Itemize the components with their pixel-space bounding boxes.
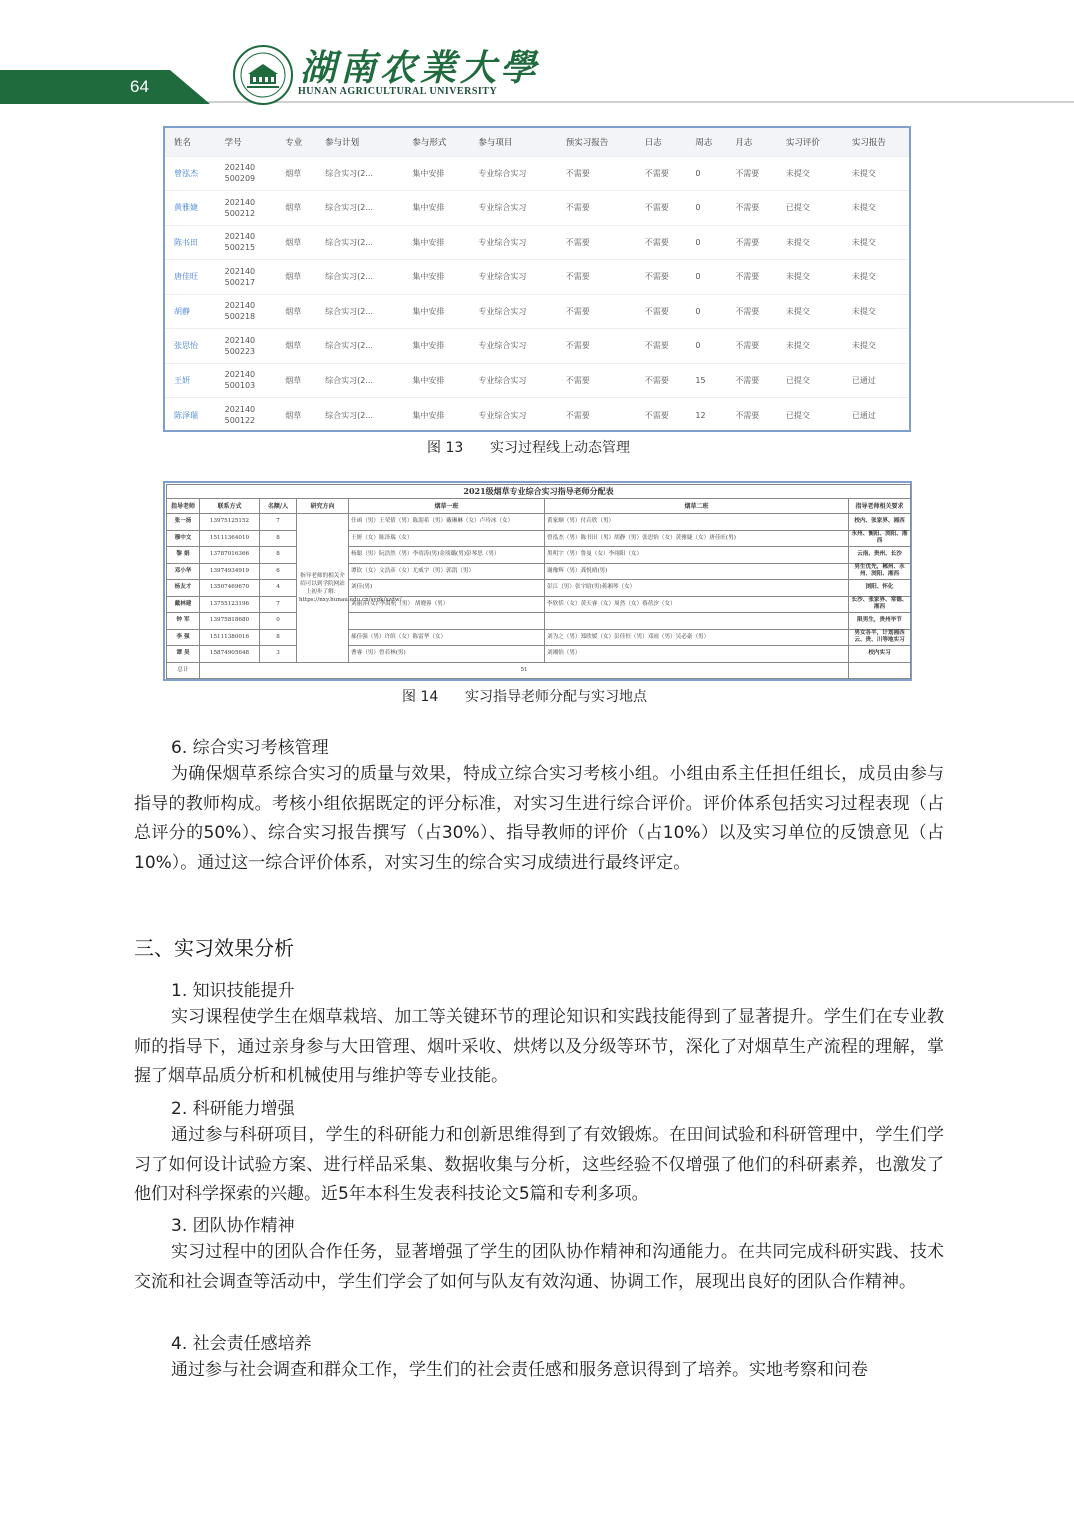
total-value: 51 [200,662,849,679]
class-1-cell: 任函（男）王荣倩（男）陈湄希（男）戴琳琳（女）卢玲冰（女） [349,514,545,531]
requirement-cell: 长沙、张家界、常德、湘西 [849,596,911,613]
column-header: 指导老师相关要求 [849,499,911,514]
table-cell: 综合实习(2... [316,363,403,398]
table-row [167,596,911,613]
teacher-cell: 杨友才 [167,580,200,597]
table-cell: 0 [686,260,726,295]
student-id-part: 500122 [224,416,256,425]
table-cell: 综合实习(2... [316,398,403,433]
student-id-part: 500212 [224,208,256,218]
table-cell: 不需要 [636,191,687,226]
quota-cell: 8 [260,629,297,646]
quota-cell: 3 [260,646,297,663]
phone-cell: 15111364010 [200,530,260,547]
table-cell: 已提交 [777,398,843,433]
class-2-cell: 刘为之（男）郑欣媛（女）彭佳恒（男）邓雨（男）吴必豪（男） [545,629,849,646]
table-cell: 不需要 [557,260,636,295]
teacher-cell: 邓小华 [167,563,200,580]
student-name-cell[interactable]: 陈书田 [165,225,216,260]
requirement-cell: 永州、衡阳、浏阳、湘西 [849,530,911,547]
student-id-cell [216,398,277,433]
table-row [167,613,911,630]
teacher-cell: 李 强 [167,629,200,646]
student-id-part: 202140 [224,301,256,311]
figure-14-caption: 图 14 实习指导老师分配与实习地点 [402,689,647,705]
student-id-cell [216,225,277,260]
table-cell: 0 [686,156,726,191]
table-cell: 不需要 [636,260,687,295]
table-cell: 综合实习(2... [316,329,403,364]
table-cell: 集中安排 [403,329,469,364]
table-cell: 未提交 [777,294,843,329]
table-cell: 不需要 [636,363,687,398]
student-name-cell[interactable]: 王妍 [165,363,216,398]
table-cell: 集中安排 [403,260,469,295]
quota-cell: 8 [260,530,297,547]
student-id-part: 500218 [224,312,256,322]
table-row [167,547,911,564]
quota-cell: 7 [260,514,297,531]
table-cell: 0 [686,225,726,260]
section-6-text [134,760,944,878]
table-cell: 不需要 [636,294,687,329]
student-id-part: 500215 [224,243,256,253]
teacher-cell: 穆中文 [167,530,200,547]
student-id-part: 500223 [224,346,256,356]
table-cell: 未提交 [777,156,843,191]
table-cell: 不需要 [726,329,777,364]
point-1-title: 1. 知识技能提升 [171,981,295,1001]
table-cell: 综合实习(2... [316,260,403,295]
table-cell: 已提交 [777,363,843,398]
phone-cell: 13755123196 [200,596,260,613]
student-id-cell [216,294,277,329]
column-header: 月志 [726,128,777,156]
table-cell: 烟草 [276,294,316,329]
internship-status-table [165,128,909,432]
table-cell: 不需要 [557,225,636,260]
university-seal-icon [232,44,294,106]
section-3-title: 三、实习效果分析 [134,936,294,960]
point-3-text [134,1238,944,1297]
phone-cell: 13974934919 [200,563,260,580]
student-id-part: 202140 [224,197,256,207]
table-cell: 不需要 [636,398,687,433]
requirement-cell: 男女各半，计划湘西云、贵、川等地实习 [849,629,911,646]
class-1-cell: 曹睿（男）曾若林(男) [349,646,545,663]
paragraph: 为确保烟草系综合实习的质量与效果，特成立综合实习考核小组。小组由系主任担任组长，成员由参与指导的教师构成。考核小组依据既定的评分标准，对实习生进行综合评价。评价体系包括实习过程表现（占总评分的50%）、综合实习报告撰写（占30%）、指导教师的评价（占10%）以及实习单位的反馈意见（占10%）。通过这一综合评价体系，对实习生的综合实习成绩进行最终评定。 [134,764,944,873]
table-row [167,530,911,547]
student-id-part: 500217 [224,277,256,287]
table-cell: 集中安排 [403,294,469,329]
class-2-cell [545,613,849,630]
teacher-cell: 谭 昊 [167,646,200,663]
column-header: 周志 [686,128,726,156]
point-4-title: 4. 社会责任感培养 [171,1334,312,1354]
student-id-part: 500103 [224,381,256,391]
teacher-cell: 戴林建 [167,596,200,613]
research-direction-note: 指导老师的相关介绍可以到学院网站上初步了解：https://nxy.hunau.edu.cn/sygk/szdw/ [297,514,349,663]
requirement-cell: 校内、张家界、湘西 [849,514,911,531]
column-header: 预实习报告 [557,128,636,156]
teacher-cell: 钟 军 [167,613,200,630]
table-cell: 综合实习(2... [316,191,403,226]
phone-cell: 13975818680 [200,613,260,630]
paragraph: 通过参与社会调查和群众工作，学生们的社会责任感和服务意识得到了培养。实地考察和问卷 [171,1360,868,1380]
table-cell: 未提交 [843,156,909,191]
table-cell: 专业综合实习 [469,294,556,329]
table-header-row [165,128,909,156]
class-2-cell: 李欣恬（女）黄天睿（女）周然（女）蔡蓓汐（女） [545,596,849,613]
student-id-part: 202140 [224,163,256,173]
column-header: 实习评价 [777,128,843,156]
assignment-table-title: 2021级烟草专业综合实习指导老师分配表 [167,485,911,499]
table-cell: 未提交 [777,260,843,295]
phone-cell: 15111380016 [200,629,260,646]
table-cell: 专业综合实习 [469,225,556,260]
class-1-cell: 刘佳(男) [349,580,545,597]
student-id-part: 202140 [224,266,256,276]
point-3-title: 3. 团队协作精神 [171,1216,295,1236]
table-cell: 专业综合实习 [469,363,556,398]
column-header: 指导老师 [167,499,200,514]
table-cell: 烟草 [276,398,316,433]
table-row [167,646,911,663]
point-2-title: 2. 科研能力增强 [171,1099,295,1119]
class-2-cell: 谢豫辉（男）龚悦晴(男) [545,563,849,580]
class-1-cell: 谭钦（女）文浩彦（女）尤威宇（男）郭凯（男） [349,563,545,580]
point-2-text [134,1121,944,1210]
table-cell: 0 [686,329,726,364]
table-cell: 专业综合实习 [469,398,556,433]
table-cell: 综合实习(2... [316,294,403,329]
table-cell: 不需要 [557,329,636,364]
table-cell: 不需要 [726,156,777,191]
table-cell: 烟草 [276,363,316,398]
table-cell: 12 [686,398,726,433]
table-cell: 不需要 [726,191,777,226]
paragraph: 实习课程使学生在烟草栽培、加工等关键环节的理论知识和实践技能得到了显著提升。学生们在专业教师的指导下，通过亲身参与大田管理、烟叶采收、烘烤以及分级等环节，深化了对烟草生产流程的理解，掌握了烟草品质分析和机械使用与维护等专业技能。 [134,1007,944,1086]
quota-cell: 0 [260,613,297,630]
figure-13-screenshot [163,126,911,432]
student-id-cell [216,363,277,398]
table-cell: 集中安排 [403,398,469,433]
class-1-cell: 刘丽萍(女) 李禹杭（男） 胡晓蓉（男） [349,596,545,613]
table-cell: 烟草 [276,156,316,191]
paragraph: 通过参与科研项目，学生的科研能力和创新思维得到了有效锻炼。在田间试验和科研管理中，学生们学习了如何设计试验方案、进行样品采集、数据收集与分析，这些经验不仅增强了他们的科研素养，也激发了他们对科学探索的兴趣。近5年本科生发表科技论文5篇和专利多项。 [134,1125,944,1204]
column-header: 姓名 [165,128,216,156]
table-cell: 集中安排 [403,225,469,260]
table-cell: 烟草 [276,260,316,295]
student-name-cell[interactable]: 黄雅婕 [165,191,216,226]
table-cell: 不需要 [636,225,687,260]
table-cell: 未提交 [777,225,843,260]
table-cell: 烟草 [276,329,316,364]
page-number: 64 [130,77,149,96]
table-row [167,563,911,580]
requirement-cell: 限男生，贵州毕节 [849,613,911,630]
student-id-part: 202140 [224,232,256,242]
student-name-cell[interactable]: 陈泽瑞 [165,398,216,433]
class-2-cell: 刘湘怡（男） [545,646,849,663]
class-2-cell: 黄家顺（男）付垚欣（男） [545,514,849,531]
class-1-cell [349,613,545,630]
university-name-cn: 湖南农業大學 [300,47,541,89]
section-6-title: 6. 综合实习考核管理 [171,738,329,758]
table-cell: 未提交 [843,294,909,329]
table-cell: 综合实习(2... [316,225,403,260]
table-cell: 0 [686,294,726,329]
table-cell: 专业综合实习 [469,156,556,191]
table-cell: 已通过 [843,398,909,433]
page-number-tab [0,70,210,104]
table-cell: 未提交 [843,329,909,364]
table-cell: 未提交 [843,260,909,295]
table-cell: 集中安排 [403,191,469,226]
class-2-cell: 彭江（男）张宇晗(男)蒋湘琴（女） [545,580,849,597]
requirement-cell: 男生优先，郴州、永州、浏阳、湘西 [849,563,911,580]
point-1-text [134,1003,944,1092]
table-cell: 不需要 [726,363,777,398]
teacher-assignment-table [166,484,911,679]
phone-cell: 13507469670 [200,580,260,597]
student-name-cell[interactable]: 张思怡 [165,329,216,364]
table-cell: 专业综合实习 [469,260,556,295]
teacher-cell: 张一扬 [167,514,200,531]
column-header: 学号 [216,128,277,156]
column-header: 日志 [636,128,687,156]
table-row [167,580,911,597]
table-cell: 集中安排 [403,156,469,191]
table-cell: 专业综合实习 [469,329,556,364]
table-row [165,260,909,295]
table-row [165,225,909,260]
table-cell: 不需要 [557,363,636,398]
table-cell: 不需要 [557,191,636,226]
table-cell: 集中安排 [403,363,469,398]
teacher-cell: 黎 娟 [167,547,200,564]
requirement-cell: 浏阳、怀化 [849,580,911,597]
student-name-cell[interactable]: 唐佳旺 [165,260,216,295]
phone-cell: 13787016366 [200,547,260,564]
table-cell: 不需要 [726,398,777,433]
class-2-cell: 黑明宇（男）鲁曼（女）李翊阳（女） [545,547,849,564]
table-row [167,514,911,531]
table-row [165,191,909,226]
table-row [165,363,909,398]
table-cell: 0 [686,191,726,226]
requirement-cell: 云南、贵州、长沙 [849,547,911,564]
student-id-part: 202140 [224,405,256,414]
column-header: 专业 [276,128,316,156]
column-header: 烟草二班 [545,499,849,514]
student-id-part: 202140 [224,370,256,380]
column-header: 名额/人 [260,499,297,514]
table-cell: 不需要 [636,329,687,364]
table-cell: 不需要 [557,294,636,329]
column-header: 参与形式 [403,128,469,156]
column-header: 联系方式 [200,499,260,514]
phone-cell: 13975125152 [200,514,260,531]
table-cell: 不需要 [726,260,777,295]
table-cell: 专业综合实习 [469,191,556,226]
student-id-cell [216,156,277,191]
table-cell [849,662,911,679]
phone-cell: 15874905648 [200,646,260,663]
student-id-part: 202140 [224,335,256,345]
table-cell: 未提交 [843,225,909,260]
university-name-en: HUNAN AGRICULTURAL UNIVERSITY [298,86,498,97]
table-cell: 不需要 [557,156,636,191]
column-header: 参与项目 [469,128,556,156]
table-cell: 已提交 [777,191,843,226]
student-id-part: 500209 [224,174,256,184]
quota-cell: 6 [260,563,297,580]
point-4-text [134,1356,944,1386]
student-id-cell [216,191,277,226]
column-header: 实习报告 [843,128,909,156]
class-1-cell: 郝佳强（男）许缤（女）陈雷华（女） [349,629,545,646]
requirement-cell: 校内实习 [849,646,911,663]
student-id-cell [216,329,277,364]
quota-cell: 4 [260,580,297,597]
quota-cell: 7 [260,596,297,613]
table-row [165,398,909,433]
table-row [165,156,909,191]
table-cell: 15 [686,363,726,398]
table-cell: 烟草 [276,225,316,260]
class-2-cell: 曾泓杰（男）陈书田（男）胡静（男）张思怡（女）黄雅婕（女）唐佳旺(男) [545,530,849,547]
table-cell: 未提交 [843,191,909,226]
table-row [165,329,909,364]
student-name-cell[interactable]: 胡静 [165,294,216,329]
student-name-cell[interactable]: 曾泓杰 [165,156,216,191]
total-label: 总计 [167,662,200,679]
figure-14-assignment-table [163,481,912,681]
table-row [167,629,911,646]
table-cell: 不需要 [726,225,777,260]
class-1-cell: 王妍（女）陈泽瑞（女） [349,530,545,547]
paragraph: 实习过程中的团队合作任务，显著增强了学生的团队协作精神和沟通能力。在共同完成科研实践、技术交流和社会调查等活动中，学生们学会了如何与队友有效沟通、协调工作，展现出良好的团队合作精神。 [134,1242,944,1292]
table-cell: 烟草 [276,191,316,226]
table-cell: 综合实习(2... [316,156,403,191]
figure-13-caption: 图 13 实习过程线上动态管理 [427,440,630,456]
total-row [167,662,911,679]
table-row [165,294,909,329]
student-id-cell [216,260,277,295]
class-1-cell: 杨聪（男）阮浩然（男）李靖涛(男)金琰璐(男)彭琴思（男） [349,547,545,564]
table-cell: 不需要 [636,156,687,191]
table-cell: 未提交 [777,329,843,364]
table-cell: 已通过 [843,363,909,398]
column-header: 烟草一班 [349,499,545,514]
quota-cell: 8 [260,547,297,564]
table-cell: 不需要 [726,294,777,329]
column-header: 研究方向 [297,499,349,514]
table-cell: 不需要 [557,398,636,433]
column-header: 参与计划 [316,128,403,156]
